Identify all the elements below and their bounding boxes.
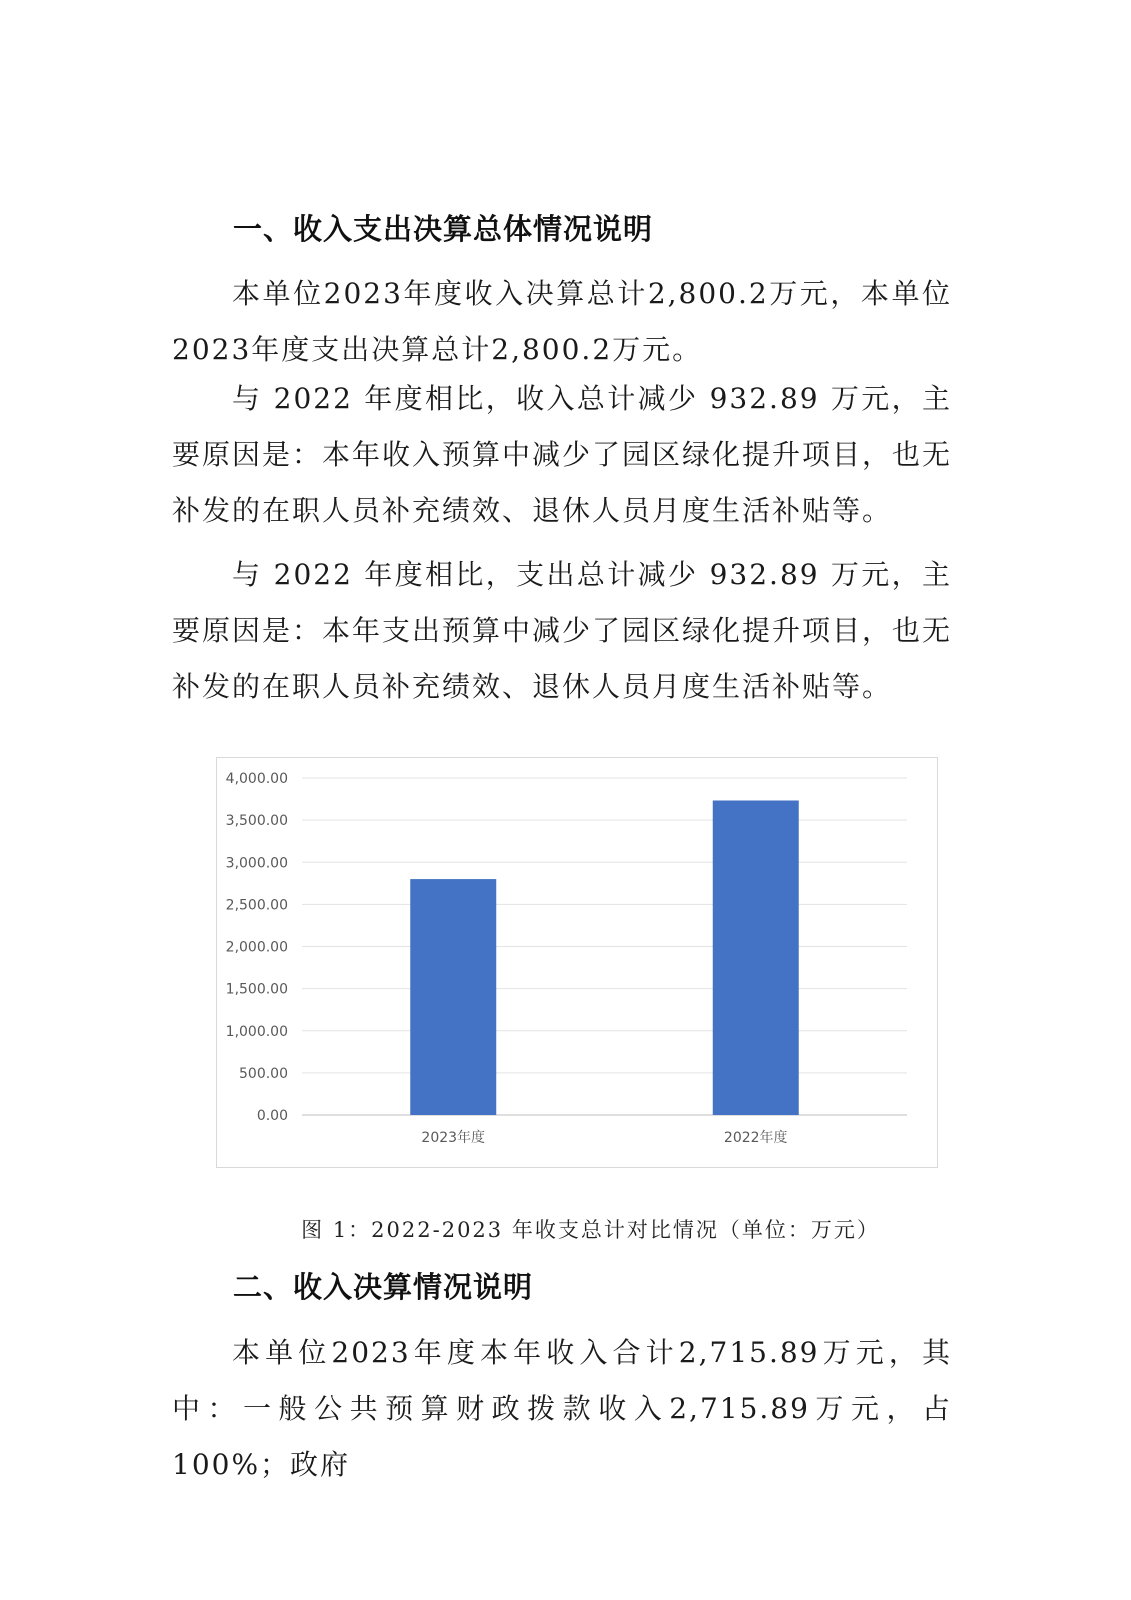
bar xyxy=(410,879,496,1115)
y-tick-label: 2,500.00 xyxy=(225,897,288,914)
chart-svg xyxy=(217,758,939,1169)
section1-paragraph-expense-change: 与 2022 年度相比，支出总计减少 932.89 万元，主要原因是：本年支出预算中减少了园区绿化提升项目，也无补发的在职人员补充绩效、退休人员月度生活补贴等。 xyxy=(172,558,953,703)
comparison-bar-chart xyxy=(216,757,938,1168)
y-tick-label: 500.00 xyxy=(239,1065,288,1082)
section1-heading: 一、收入支出决算总体情况说明 xyxy=(233,212,654,246)
y-tick-label: 3,500.00 xyxy=(225,813,288,830)
x-category-label: 2022年度 xyxy=(723,1130,788,1146)
section2-heading: 二、收入决算情况说明 xyxy=(233,1270,534,1304)
x-category-label: 2023年度 xyxy=(421,1130,486,1146)
y-tick-label: 4,000.00 xyxy=(225,771,288,787)
section2-paragraph-income: 本单位2023年度本年收入合计2,715.89万元，其中：一般公共预算财政拨款收入2,715.89万元，占100%；政府 xyxy=(172,1336,952,1481)
section1-paragraph-totals: 本单位2023年度收入决算总计2,800.2万元，本单位2023年度支出决算总计2,800.2万元。 xyxy=(172,277,952,366)
figure-caption: 图 1：2022-2023 年收支总计对比情况（单位：万元） xyxy=(301,1218,880,1242)
section1-paragraph-income-change: 与 2022 年度相比，收入总计减少 932.89 万元，主要原因是：本年收入预算中减少了园区绿化提升项目，也无补发的在职人员补充绩效、退休人员月度生活补贴等。 xyxy=(172,382,953,527)
y-tick-label: 1,500.00 xyxy=(225,981,288,998)
y-tick-label: 3,000.00 xyxy=(225,855,288,872)
y-tick-label: 2,000.00 xyxy=(225,939,288,956)
bar xyxy=(713,800,799,1115)
y-tick-label: 0.00 xyxy=(256,1108,288,1124)
y-tick-label: 1,000.00 xyxy=(225,1023,288,1040)
